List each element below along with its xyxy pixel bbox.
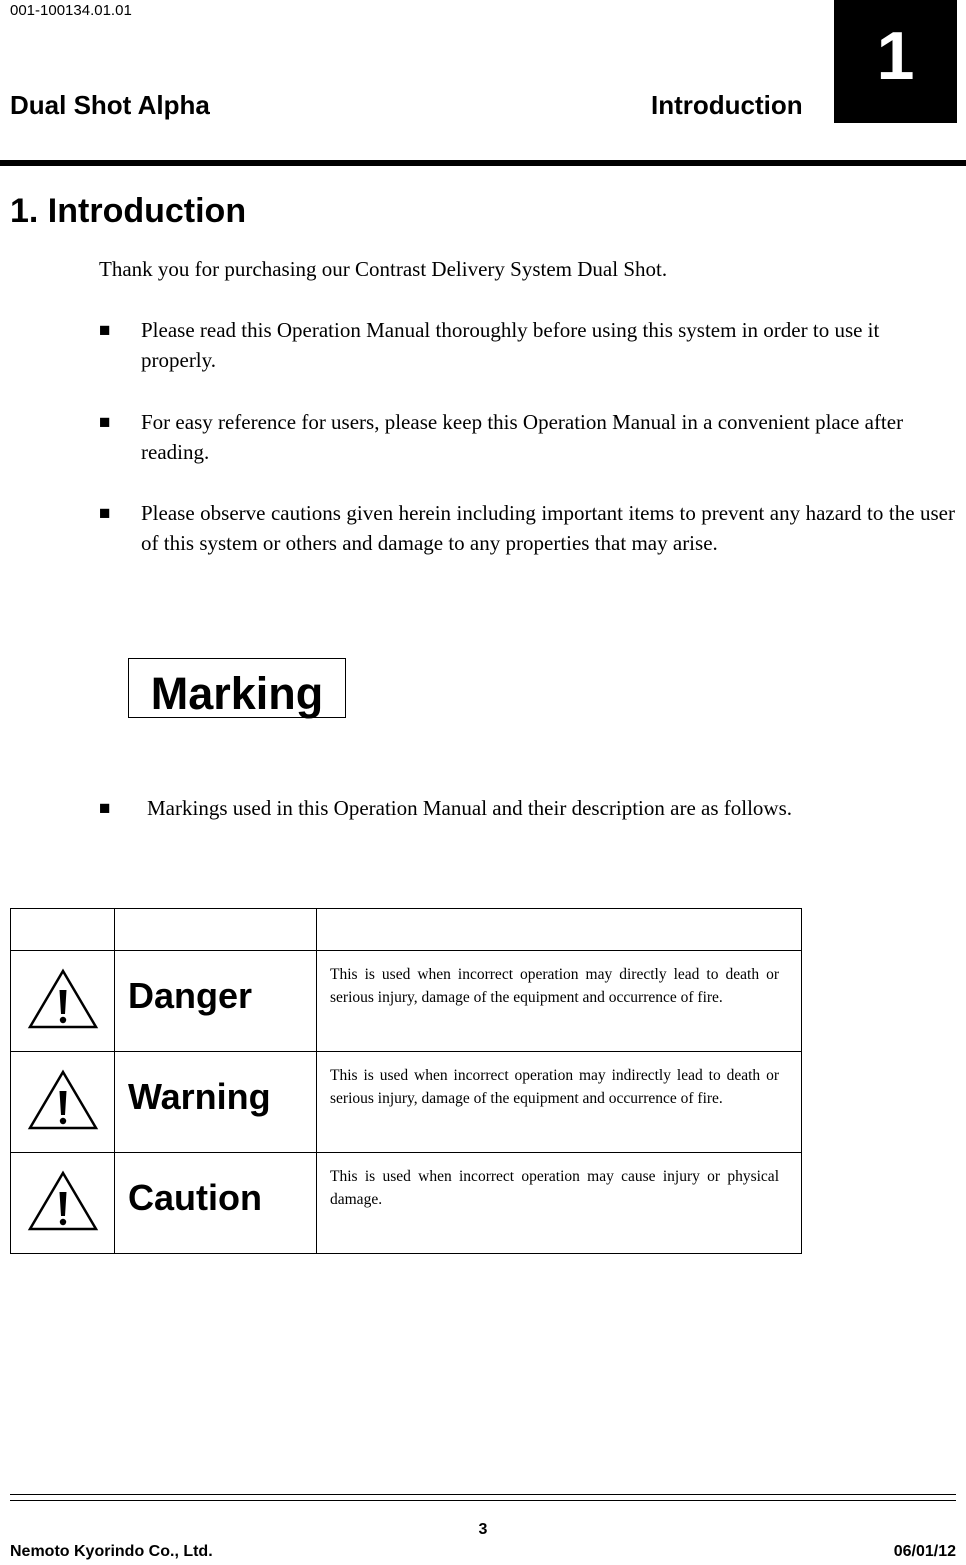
bullet-item xyxy=(99,316,955,375)
warning-triangle-icon xyxy=(27,968,99,1030)
header-cell xyxy=(317,909,802,951)
bullet-text: Please observe cautions given herein including important items to prevent any hazard to the user of this system or others and damage to any properties that may arise. xyxy=(141,501,955,555)
bullet-square-icon: ■ xyxy=(99,412,111,433)
bullet-square-icon: ■ xyxy=(99,798,111,819)
footer-rule xyxy=(10,1500,956,1501)
marking-description: This is used when incorrect operation may indirectly lead to death or serious injury, damage of the equipment and occurrence of fire. xyxy=(317,1052,802,1153)
chapter-number-badge: 1 xyxy=(834,0,957,123)
table-row xyxy=(11,951,802,1052)
icon-cell xyxy=(11,1052,115,1153)
bullet-item xyxy=(99,408,955,467)
company-name: Nemoto Kyorindo Co., Ltd. xyxy=(10,1543,213,1560)
markings-table xyxy=(10,908,802,1254)
header-rule xyxy=(0,160,966,166)
bullet-text: Please read this Operation Manual thoroughly before using this system in order to use it properly. xyxy=(141,318,880,372)
thanks-paragraph: Thank you for purchasing our Contrast Delivery System Dual Shot. xyxy=(99,257,668,281)
header-cell xyxy=(115,909,317,951)
bullet-square-icon: ■ xyxy=(99,320,111,341)
header-cell xyxy=(11,909,115,951)
marking-label: Warning xyxy=(115,1052,317,1153)
bullet-text: For easy reference for users, please keep this Operation Manual in a convenient place after reading. xyxy=(141,410,904,464)
marking-heading: Marking xyxy=(128,658,346,718)
table-header-row xyxy=(11,909,802,951)
bullet-text: Markings used in this Operation Manual and their description are as follows. xyxy=(147,796,793,820)
warning-triangle-icon xyxy=(27,1170,99,1232)
marking-description: This is used when incorrect operation may cause injury or physical damage. xyxy=(317,1153,802,1254)
bullet-square-icon: ■ xyxy=(99,503,111,524)
bullet-item xyxy=(99,499,955,558)
warning-triangle-icon xyxy=(27,1069,99,1131)
table-row xyxy=(11,1052,802,1153)
page-title: 1. Introduction xyxy=(10,192,247,230)
icon-cell xyxy=(11,951,115,1052)
page-number: 3 xyxy=(478,1521,488,1538)
marking-label: Danger xyxy=(115,951,317,1052)
document-date: 06/01/12 xyxy=(893,1543,956,1560)
section-name: Introduction xyxy=(651,90,803,120)
footer-rule xyxy=(10,1494,956,1495)
document-id: 001-100134.01.01 xyxy=(10,2,132,19)
marking-label: Caution xyxy=(115,1153,317,1254)
icon-cell xyxy=(11,1153,115,1254)
product-name: Dual Shot Alpha xyxy=(10,90,210,120)
marking-description: This is used when incorrect operation may directly lead to death or serious injury, damage of the equipment and occurrence of fire. xyxy=(317,951,802,1052)
table-row xyxy=(11,1153,802,1254)
bullet-item xyxy=(99,794,955,824)
